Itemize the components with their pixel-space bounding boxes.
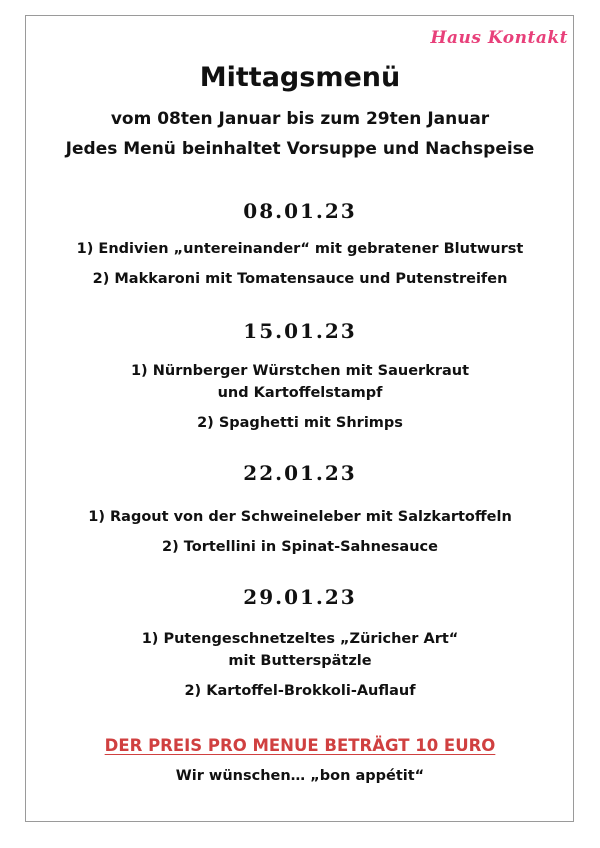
menu-day-4 (0, 584, 600, 702)
price-text: DER PREIS PRO MENUE BETRÄGT 10 EURO (104, 736, 496, 755)
page-title: Mittagsmenü (199, 62, 401, 93)
dish-2: 2) Kartoffel-Brokkoli-Auflauf (184, 683, 416, 699)
dish-2: 2) Spaghetti mit Shrimps (197, 415, 403, 431)
closing-wish: Wir wünschen… „bon appétit“ (175, 768, 425, 784)
price-notice (0, 736, 600, 755)
dish-1: 1) Putengeschnetzeltes „Züricher Art“ (141, 631, 459, 647)
dish-1: 1) Nürnberger Würstchen mit Sauerkraut (130, 363, 470, 379)
dish-2: 2) Tortellini in Spinat-Sahnesauce (162, 539, 438, 555)
menu-info-subtitle: Jedes Menü beinhaltet Vorsuppe und Nachspeise (65, 139, 535, 159)
menu-day-3 (0, 460, 600, 558)
haus-kontakt-logo: Haus Kontakt (430, 28, 568, 48)
menu-day-1 (0, 198, 600, 290)
menu-date: 29.01.23 (243, 585, 357, 609)
dish-2: 2) Makkaroni mit Tomatensauce und Putenstreifen (92, 271, 508, 287)
date-range-subtitle: vom 08ten Januar bis zum 29ten Januar (110, 109, 490, 129)
dish-1: 1) Ragout von der Schweineleber mit Salzkartoffeln (88, 509, 512, 525)
menu-header (0, 60, 600, 164)
dish-1-continued: und Kartoffelstampf (217, 385, 383, 401)
menu-date: 22.01.23 (243, 461, 357, 485)
menu-date: 15.01.23 (243, 319, 357, 343)
menu-date: 08.01.23 (243, 199, 357, 223)
dish-1-continued: mit Butterspätzle (228, 653, 372, 669)
dish-1: 1) Endivien „untereinander“ mit gebratener Blutwurst (76, 241, 524, 257)
menu-day-2 (0, 318, 600, 434)
